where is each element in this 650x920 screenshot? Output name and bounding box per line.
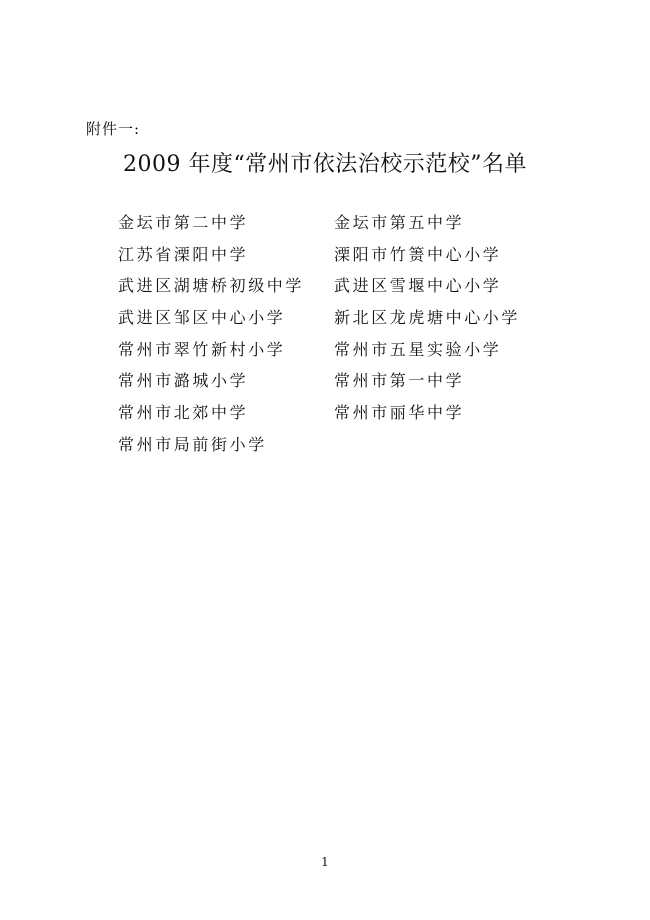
school-name: 武进区雪堰中心小学 — [334, 276, 502, 296]
document-title: 2009 年度“常州市依法治校示范校”名单 — [123, 152, 527, 177]
school-name: 常州市翠竹新村小学 — [118, 339, 286, 359]
attachment-label: 附件一: — [86, 120, 141, 138]
school-list — [118, 212, 538, 466]
page-number: 1 — [321, 855, 329, 869]
school-name: 常州市第一中学 — [334, 371, 465, 391]
school-name: 武进区湖塘桥初级中学 — [118, 276, 305, 296]
school-name: 常州市局前街小学 — [118, 434, 267, 454]
school-name: 金坛市第五中学 — [334, 213, 465, 232]
school-name: 江苏省溧阳中学 — [118, 244, 249, 264]
school-name: 新北区龙虎塘中心小学 — [334, 308, 521, 328]
school-name: 常州市潞城小学 — [118, 371, 249, 391]
school-name: 常州市丽华中学 — [334, 403, 465, 423]
school-name: 溧阳市竹箦中心小学 — [334, 244, 502, 264]
school-name: 常州市五星实验小学 — [334, 339, 502, 359]
school-name: 武进区邹区中心小学 — [118, 308, 286, 328]
school-name: 常州市北郊中学 — [118, 403, 249, 423]
school-name: 金坛市第二中学 — [118, 213, 249, 232]
